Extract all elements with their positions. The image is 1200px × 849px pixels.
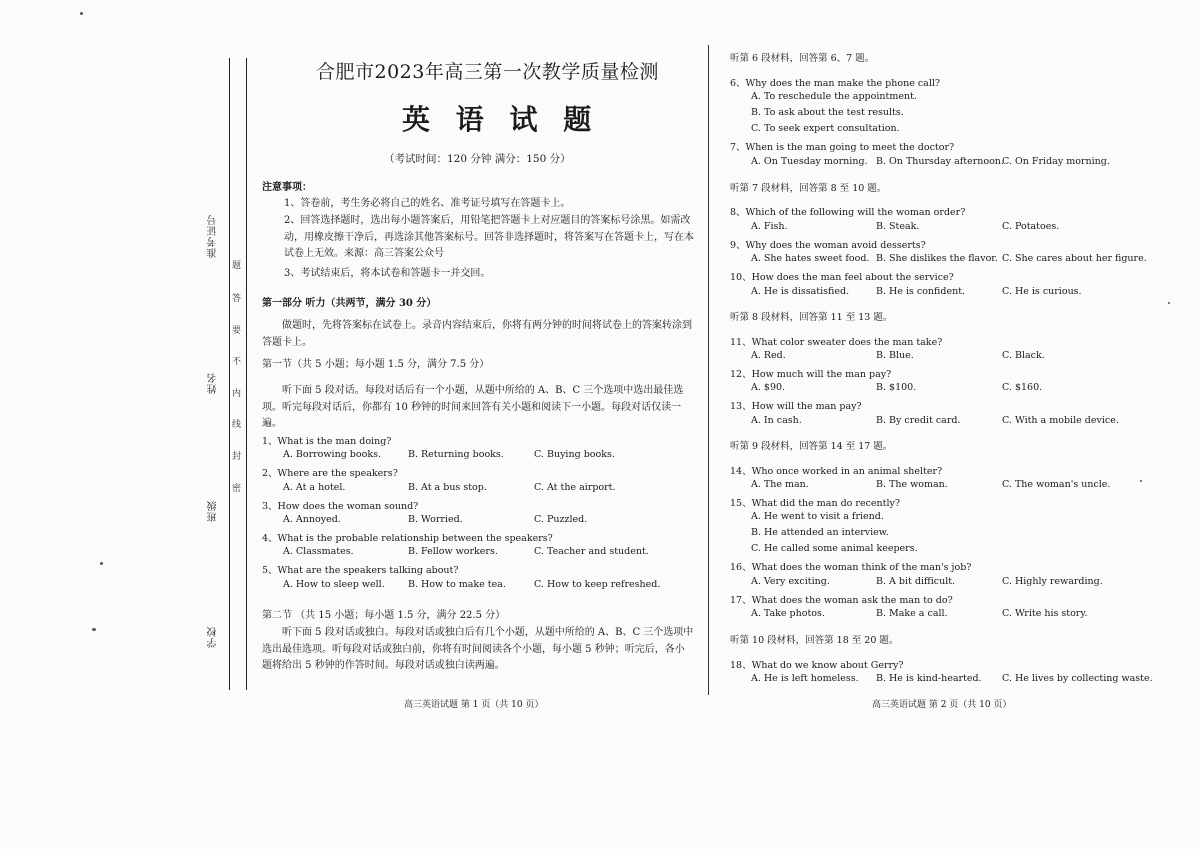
option-a: A. She hates sweet food. — [751, 253, 870, 264]
seal-char: 要 — [232, 326, 242, 336]
page-divider — [708, 45, 709, 695]
option-c: C. Highly rewarding. — [1002, 576, 1103, 587]
question-4: 4、What is the probable relationship between the speakers? — [262, 533, 553, 544]
option-b: B. To ask about the test results. — [751, 107, 904, 118]
option-c: C. Buying books. — [534, 449, 615, 460]
question-8: 8、Which of the following will the woman order? — [730, 207, 966, 218]
name-label: 姓名 — [208, 372, 219, 394]
page-footer-left: 高三英语试题 第 1 页（共 10 页） — [404, 700, 544, 710]
seal-char: 封 — [232, 452, 242, 462]
option-a: A. Fish. — [751, 221, 788, 232]
subject-title: 英 语 试 题 — [402, 103, 600, 136]
option-a: A. On Tuesday morning. — [751, 156, 868, 167]
section1-intro: 听下面 5 段对话。每段对话后有一个小题，从题中所给的 A、B、C 三个选项中选出最佳选项。听完每段对话后，你都有 10 秒钟的时间来回答有关小题和阅读下一小题。每段对话仅读一遍。 — [262, 385, 684, 429]
option-b: B. Fellow workers. — [408, 546, 498, 557]
question-11: 11、What color sweater does the man take? — [730, 337, 943, 348]
exam-number-label: 准考证号 — [208, 214, 219, 258]
option-a: A. In cash. — [751, 415, 802, 426]
option-b: B. On Thursday afternoon. — [876, 156, 1004, 167]
note-item: 3、考试结束后，将本试卷和答题卡一并交回。 — [284, 268, 491, 279]
option-a: A. To reschedule the appointment. — [751, 91, 917, 102]
option-b: B. Make a call. — [876, 608, 948, 619]
section1-heading: 第一节（共 5 小题；每小题 1.5 分，满分 7.5 分） — [262, 359, 490, 370]
scan-speck — [1168, 302, 1170, 304]
question-5: 5、What are the speakers talking about? — [262, 565, 459, 576]
option-a: A. Classmates. — [283, 546, 354, 557]
option-c: C. How to keep refreshed. — [534, 579, 661, 590]
seal-char: 线 — [232, 420, 242, 430]
question-2: 2、Where are the speakers? — [262, 468, 398, 479]
question-16: 16、What does the woman think of the man's job? — [730, 562, 972, 573]
question-18: 18、What do we know about Gerry? — [730, 660, 904, 671]
notes-heading: 注意事项： — [262, 182, 312, 193]
scan-speck — [1140, 480, 1142, 482]
option-b: B. A bit difficult. — [876, 576, 956, 587]
material-heading: 听第 7 段材料，回答第 8 至 10 题。 — [730, 183, 887, 194]
part1-heading: 第一部分 听力（共两节，满分 30 分） — [262, 298, 437, 309]
material-heading: 听第 10 段材料，回答第 18 至 20 题。 — [730, 635, 899, 646]
binding-line-outer — [229, 58, 230, 690]
section2-heading: 第二节 （共 15 小题；每小题 1.5 分，满分 22.5 分） — [262, 610, 506, 621]
option-a: A. The man. — [751, 479, 809, 490]
option-c: C. He lives by collecting waste. — [1002, 673, 1153, 684]
school-label: 学校 — [208, 626, 219, 648]
option-c: C. With a mobile device. — [1002, 415, 1119, 426]
option-c: C. $160. — [1002, 382, 1043, 393]
section2-intro: 听下面 5 段对话或独白。每段对话或独白后有几个小题，从题中所给的 A、B、C 三个选项中选出最佳选项。听每段对话或独白前，你将有时间阅读各个小题，每小题 5 秒钟；听完后，各小题将给出 5 秒钟的作答时间。每段对话或独白读两遍。 — [262, 627, 694, 671]
question-14: 14、Who once worked in an animal shelter? — [730, 466, 943, 477]
option-b: B. He is confident. — [876, 286, 966, 297]
question-10: 10、How does the man feel about the service? — [730, 272, 954, 283]
seal-char: 不 — [232, 357, 242, 367]
part1-intro: 做题时，先将答案标在试卷上。录音内容结束后，你将有两分钟的时间将试卷上的答案转涂到答题卡上。 — [262, 320, 692, 348]
option-a: A. Take photos. — [751, 608, 825, 619]
option-b: B. He is kind-hearted. — [876, 673, 982, 684]
option-b: B. Blue. — [876, 350, 914, 361]
option-b: B. The woman. — [876, 479, 948, 490]
seal-char: 题 — [232, 261, 242, 271]
question-3: 3、How does the woman sound? — [262, 501, 419, 512]
exam-meta: （考试时间：120 分钟 满分：150 分） — [384, 153, 571, 165]
material-heading: 听第 9 段材料，回答第 14 至 17 题。 — [730, 441, 893, 452]
option-a: A. Very exciting. — [751, 576, 830, 587]
option-b: B. By credit card. — [876, 415, 961, 426]
question-7: 7、When is the man going to meet the doctor? — [730, 142, 955, 153]
option-c: C. Potatoes. — [1002, 221, 1060, 232]
option-a: A. Red. — [751, 350, 786, 361]
option-b: B. $100. — [876, 382, 917, 393]
option-c: C. Write his story. — [1002, 608, 1088, 619]
page-footer-right: 高三英语试题 第 2 页（共 10 页） — [872, 700, 1012, 710]
option-c: C. Puzzled. — [534, 514, 588, 525]
option-b: B. He attended an interview. — [751, 527, 889, 538]
option-c: C. He is curious. — [1002, 286, 1082, 297]
question-13: 13、How will the man pay? — [730, 401, 862, 412]
note-item: 1、答卷前，考生务必将自己的姓名、准考证号填写在答题卡上。 — [284, 198, 571, 209]
seal-char: 答 — [232, 294, 242, 304]
scan-speck — [100, 562, 103, 565]
option-b: B. At a bus stop. — [408, 482, 487, 493]
exam-title: 合肥市2023年高三第一次教学质量检测 — [316, 61, 659, 83]
scan-speck — [80, 12, 83, 15]
option-a: A. He went to visit a friend. — [751, 511, 884, 522]
option-b: B. How to make tea. — [408, 579, 506, 590]
option-c: C. He called some animal keepers. — [751, 543, 918, 554]
question-12: 12、How much will the man pay? — [730, 369, 892, 380]
seal-char: 密 — [232, 484, 242, 494]
option-a: A. At a hotel. — [283, 482, 346, 493]
option-c: C. On Friday morning. — [1002, 156, 1110, 167]
material-heading: 听第 6 段材料，回答第 6、7 题。 — [730, 53, 875, 64]
option-c: C. To seek expert consultation. — [751, 123, 900, 134]
option-a: A. Borrowing books. — [283, 449, 381, 460]
seal-char: 内 — [232, 389, 242, 399]
material-heading: 听第 8 段材料，回答第 11 至 13 题。 — [730, 312, 893, 323]
question-1: 1、What is the man doing? — [262, 436, 392, 447]
note-item: 2、回答选择题时，选出每小题答案后，用铅笔把答题卡上对应题目的答案标号涂黑。如需改动，用橡皮擦干净后，再选涂其他答案标号。回答非选择题时，将答案写在答题卡上，写在本试卷上无效。来源：高三答案公众号 — [284, 215, 694, 259]
option-a: A. $90. — [751, 382, 786, 393]
option-a: A. He is left homeless. — [751, 673, 859, 684]
scan-speck — [92, 628, 96, 631]
option-b: B. Returning books. — [408, 449, 504, 460]
binding-line-inner — [246, 58, 247, 690]
option-c: C. The woman's uncle. — [1002, 479, 1111, 490]
option-b: B. She dislikes the flavor. — [876, 253, 998, 264]
option-a: A. How to sleep well. — [283, 579, 385, 590]
option-c: C. Black. — [1002, 350, 1045, 361]
option-a: A. He is dissatisfied. — [751, 286, 850, 297]
option-c: C. Teacher and student. — [534, 546, 649, 557]
option-c: C. At the airport. — [534, 482, 616, 493]
option-a: A. Annoyed. — [283, 514, 341, 525]
option-b: B. Worried. — [408, 514, 463, 525]
class-label: 班级 — [208, 500, 219, 522]
question-17: 17、What does the woman ask the man to do? — [730, 595, 953, 606]
question-9: 9、Why does the woman avoid desserts? — [730, 240, 926, 251]
question-15: 15、What did the man do recently? — [730, 498, 900, 509]
option-b: B. Steak. — [876, 221, 920, 232]
question-6: 6、Why does the man make the phone call? — [730, 78, 941, 89]
option-c: C. She cares about her figure. — [1002, 253, 1147, 264]
